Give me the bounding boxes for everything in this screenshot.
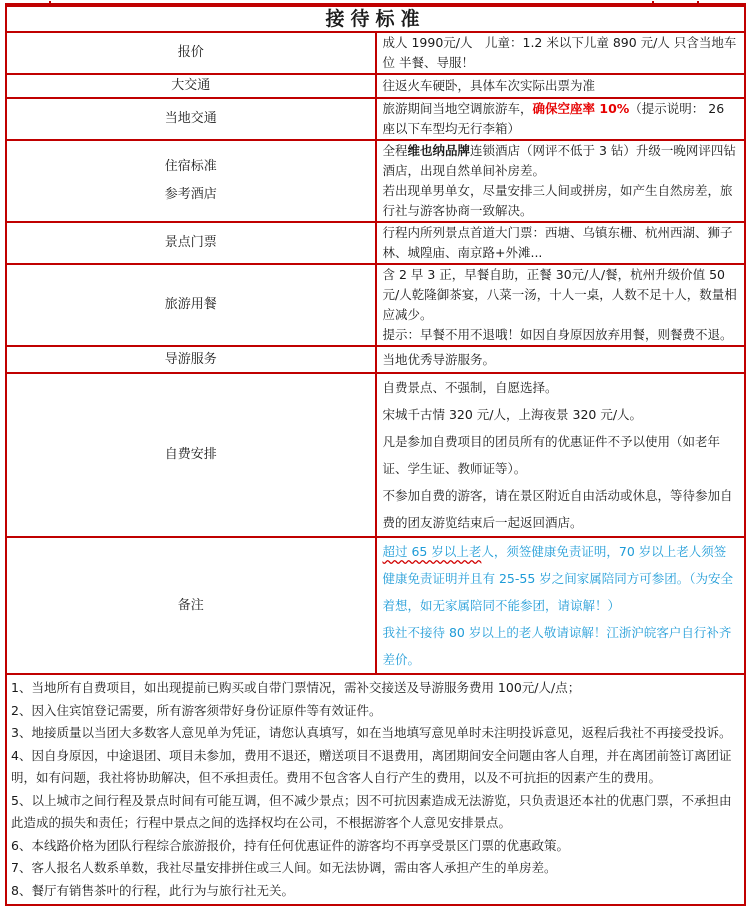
row-content: 行程内所列景点首道大门票：西塘、乌镇东栅、杭州西湖、狮子林、城隍庙、南京路+外滩...	[376, 222, 746, 264]
row-accommodation	[6, 140, 745, 222]
row-label: 旅游用餐	[6, 264, 376, 346]
notes-list	[6, 674, 745, 905]
row-local-transport	[6, 98, 745, 140]
content-line: 凡是参加自费项目的团员所有的优惠证件不予以使用（如老年证、学生证、教师证等）。	[382, 434, 721, 476]
row-label: 导游服务	[6, 346, 376, 373]
row-label: 备注	[6, 537, 376, 674]
row-label: 大交通	[6, 74, 376, 98]
row-content	[376, 140, 746, 222]
row-label: 自费安排	[6, 373, 376, 537]
row-price	[6, 32, 745, 74]
divider	[652, 1, 654, 7]
text: 全程	[382, 143, 408, 158]
content-line: 含 2 早 3 正，早餐自助，正餐 30元/人/餐，杭州升级价值 50 元/人乾隆御茶宴，八菜一汤，十人一桌，人数不足十人，数量相应减少。	[382, 267, 737, 322]
content-line	[383, 141, 739, 181]
row-content: 成人 1990元/人 儿童：1.2 米以下儿童 890 元/人 只含当地车位 半餐、导服！	[376, 32, 746, 74]
row-meals	[6, 264, 745, 346]
brand-text: 维也纳品牌	[407, 143, 471, 158]
content-line: 不参加自费的游客，请在景区附近自由活动或休息，等待参加自费的团友游览结束后一起返回酒店。	[382, 488, 733, 530]
note-item: 2、因入住宾馆登记需要，所有游客须带好身份证原件等有效证件。	[11, 702, 382, 718]
notes-row	[6, 674, 745, 905]
content-line: 自费景点、不强制，自愿选择。	[382, 380, 558, 395]
page-title: 接待标准	[6, 6, 745, 32]
row-optional	[6, 373, 745, 537]
text: 旅游期间当地空调旅游车，	[382, 101, 533, 116]
row-content: 往返火车硬卧，具体车次实际出票为准	[376, 74, 746, 98]
label-line: 参考酒店	[164, 187, 217, 202]
content-line: 提示：早餐不用不退哦！如因自身原因放弃用餐，则餐费不退。	[382, 327, 733, 342]
row-remarks	[6, 537, 745, 674]
note-item: 8、餐厅有销售茶叶的行程，此行为与旅行社无关。	[11, 882, 294, 898]
row-label	[6, 140, 376, 222]
content-line: 宋城千古情 320 元/人，上海夜景 320 元/人。	[382, 407, 643, 422]
divider	[49, 1, 51, 7]
spellcheck-underlined-text: 超过 65 岁以上老	[382, 544, 482, 559]
note-item: 6、本线路价格为团队行程综合旅游报价，持有任何优惠证件的游客均不再享受景区门票的优惠政策。	[11, 837, 569, 853]
text: （提示说明： 26 座以下车型均无行李箱）	[382, 101, 725, 136]
reception-standard-document	[5, 3, 746, 906]
content-line: 若出现单男单女，尽量安排三人间或拼房，如产生自然房差，旅行社与游客协商一致解决。	[382, 183, 733, 218]
row-content	[376, 98, 746, 140]
divider	[697, 1, 699, 7]
highlight-text: 确保空座率 10%	[532, 101, 630, 116]
row-label: 当地交通	[6, 98, 376, 140]
previous-row-edge	[5, 3, 746, 5]
text: 连锁酒店（网评不低于 3 钻）升级一晚网评四钻酒店，出现自然单间补房差。	[382, 143, 736, 178]
label-line: 住宿标准	[164, 159, 217, 174]
content-line	[383, 538, 739, 619]
note-item: 7、客人报名人数系单数，我社尽量安排拼住或三人间。如无法协调，需由客人承担产生的单房差。	[11, 860, 557, 875]
row-label: 报价	[6, 32, 376, 74]
row-guide	[6, 346, 745, 373]
note-item: 3、地接质量以当团大多数客人意见单为凭证，请您认真填写，如在当地填写意见单时未注明投诉意见，返程后我社不再接受投诉。	[11, 725, 732, 740]
row-label: 景点门票	[6, 222, 376, 264]
row-content	[376, 264, 746, 346]
content-line: 我社不接待 80 岁以上的老人敬请谅解！江浙沪皖客户自行补齐差价。	[382, 625, 732, 667]
row-tickets	[6, 222, 745, 264]
row-major-transport	[6, 74, 745, 98]
row-content: 当地优秀导游服务。	[376, 346, 746, 373]
note-item: 1、当地所有自费项目，如出现提前已购买或自带门票情况，需补交接送及导游服务费用 100元/人/点；	[11, 680, 581, 695]
row-content	[376, 537, 746, 674]
note-item: 4、因自身原因，中途退团、项目未参加，费用不退还，赠送项目不退费用，离团期间安全问题由客人自理，并在离团前签订离团证明，如有问题，我社将协助解决，但不承担责任。费用不包含客人自行产生的费用，以及不可抗拒的因素产生的费用。	[11, 747, 732, 785]
reception-standard-table	[5, 5, 746, 906]
text: 人，须签健康免责证明，70 岁以上老人须签健康免责证明并且有 25-55 岁之间家属陪同方可参团。（为安全着想，如无家属陪同不能参团，请谅解！）	[382, 544, 734, 613]
note-item: 5、以上城市之间行程及景点时间有可能互调，但不减少景点；因不可抗因素造成无法游览，只负责退还本社的优惠门票，不承担由此造成的损失和责任；行程中景点之间的选择权均在公司，不根据游客个人意见安排景点。	[11, 792, 732, 830]
row-content	[376, 373, 746, 537]
